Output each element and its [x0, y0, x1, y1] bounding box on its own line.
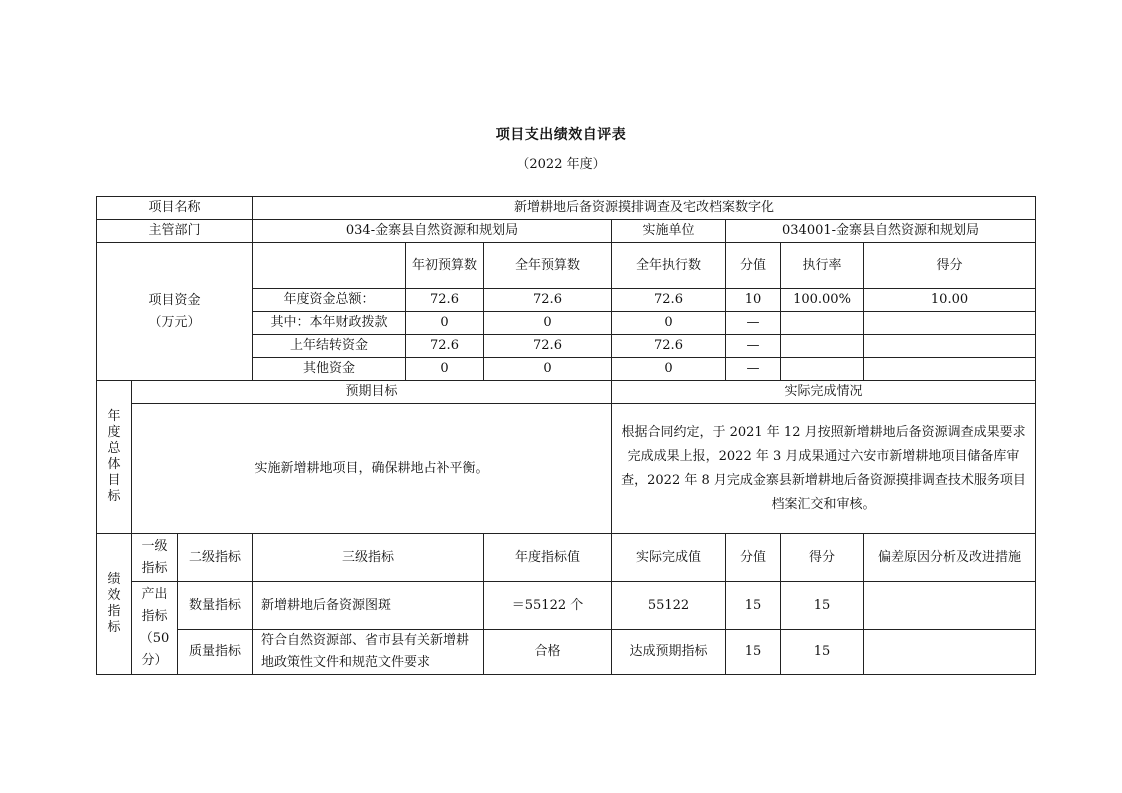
- department-value: 034-金寨县自然资源和规划局: [253, 220, 612, 243]
- header-exec-rate: 执行率: [781, 243, 864, 289]
- indicators-header-row: [97, 534, 1036, 582]
- indicator-level3: 符合自然资源部、省市县有关新增耕地政策性文件和规范文件要求: [253, 630, 484, 675]
- indicator-actual: 达成预期指标: [612, 630, 726, 675]
- header-actual: 实际完成值: [612, 534, 726, 582]
- funds-row-exec: 0: [612, 358, 726, 381]
- funds-row-label: 其中：本年财政拨款: [253, 312, 406, 335]
- funds-row-weight: 10: [726, 289, 781, 312]
- header-target: 年度指标值: [484, 534, 612, 582]
- expected-goal-header: 预期目标: [132, 381, 612, 404]
- header-level2: 二级指标: [178, 534, 253, 582]
- funds-row-rate: [781, 335, 864, 358]
- project-name-row: [97, 197, 1036, 220]
- funds-row-exec: 0: [612, 312, 726, 335]
- goals-side-label: [97, 381, 132, 534]
- header-deviation: 偏差原因分析及改进措施: [864, 534, 1036, 582]
- funds-row-rate: [781, 312, 864, 335]
- funds-row-annual: 72.6: [484, 289, 612, 312]
- indicators-side-label: [97, 534, 132, 675]
- indicator-row: [97, 582, 1036, 630]
- funds-label-line2: （万元）: [148, 314, 201, 330]
- header-level1: [132, 534, 178, 582]
- indicator-deviation: [864, 582, 1036, 630]
- funds-row-annual: 0: [484, 312, 612, 335]
- self-evaluation-table: [96, 196, 1036, 675]
- funds-row-weight: —: [726, 335, 781, 358]
- funds-row-score: 10.00: [864, 289, 1036, 312]
- output-indicator-label-text: 产出指标（50分）: [139, 587, 170, 668]
- indicator-weight: 15: [726, 582, 781, 630]
- funds-row-annual: 0: [484, 358, 612, 381]
- indicator-score: 15: [781, 582, 864, 630]
- header-indicator-score: 得分: [781, 534, 864, 582]
- indicator-deviation: [864, 630, 1036, 675]
- indicator-target: 合格: [484, 630, 612, 675]
- funds-row-initial: 72.6: [406, 289, 484, 312]
- indicator-level3: 新增耕地后备资源图斑: [253, 582, 484, 630]
- header-level3: 三级指标: [253, 534, 484, 582]
- header-level1-text: 一级指标: [141, 538, 168, 576]
- funds-row-score: [864, 312, 1036, 335]
- goals-side-label-text: 年度总体目标: [107, 409, 121, 504]
- header-initial-budget: 年初预算数: [406, 243, 484, 289]
- funds-row-rate: 100.00%: [781, 289, 864, 312]
- implementer-value: 034001-金寨县自然资源和规划局: [726, 220, 1036, 243]
- header-weight: 分值: [726, 534, 781, 582]
- funds-row-rate: [781, 358, 864, 381]
- funds-label-line1: 项目资金: [148, 292, 201, 308]
- funds-label: [97, 243, 253, 381]
- funds-row-weight: —: [726, 312, 781, 335]
- header-score-value: 分值: [726, 243, 781, 289]
- goals-content-row: [97, 404, 1036, 534]
- funds-header-row: [97, 243, 1036, 289]
- document-year: （2022 年度）: [516, 157, 606, 172]
- actual-result-header: 实际完成情况: [612, 381, 1036, 404]
- goals-header-row: [97, 381, 1036, 404]
- funds-row-score: [864, 358, 1036, 381]
- header-annual-budget: 全年预算数: [484, 243, 612, 289]
- funds-row-weight: —: [726, 358, 781, 381]
- implementer-label: 实施单位: [612, 220, 726, 243]
- indicators-side-label-text: 绩效指标: [107, 572, 121, 635]
- funds-row-annual: 72.6: [484, 335, 612, 358]
- funds-row-exec: 72.6: [612, 335, 726, 358]
- indicator-score: 15: [781, 630, 864, 675]
- funds-row-label: 年度资金总额：: [253, 289, 406, 312]
- indicator-level2: 质量指标: [178, 630, 253, 675]
- header-annual-exec: 全年执行数: [612, 243, 726, 289]
- funds-row-initial: 72.6: [406, 335, 484, 358]
- expected-goal-text: 实施新增耕地项目，确保耕地占补平衡。: [132, 404, 612, 534]
- indicator-row: [97, 630, 1036, 675]
- document-title: 项目支出绩效自评表: [495, 127, 627, 143]
- funds-row-exec: 72.6: [612, 289, 726, 312]
- funds-header-blank: [253, 243, 406, 289]
- department-row: [97, 220, 1036, 243]
- actual-result-text: 根据合同约定，于 2021 年 12 月按照新增耕地后备资源调查成果要求完成成果上报，2022 年 3 月成果通过六安市新增耕地项目储备库审查，2022 年 8 月完成金寨县新增耕地后备资源摸排调查技术服务项目档案汇交和审核。: [612, 404, 1036, 534]
- funds-row-score: [864, 335, 1036, 358]
- indicator-actual: 55122: [612, 582, 726, 630]
- project-name-value: 新增耕地后备资源摸排调查及宅改档案数字化: [253, 197, 1036, 220]
- indicator-target: ＝55122 个: [484, 582, 612, 630]
- department-label: 主管部门: [97, 220, 253, 243]
- funds-row-label: 上年结转资金: [253, 335, 406, 358]
- project-name-label: 项目名称: [97, 197, 253, 220]
- funds-row-initial: 0: [406, 358, 484, 381]
- funds-row-initial: 0: [406, 312, 484, 335]
- indicator-level2: 数量指标: [178, 582, 253, 630]
- funds-row-label: 其他资金: [253, 358, 406, 381]
- output-indicator-label: [132, 582, 178, 675]
- indicator-weight: 15: [726, 630, 781, 675]
- header-score: 得分: [864, 243, 1036, 289]
